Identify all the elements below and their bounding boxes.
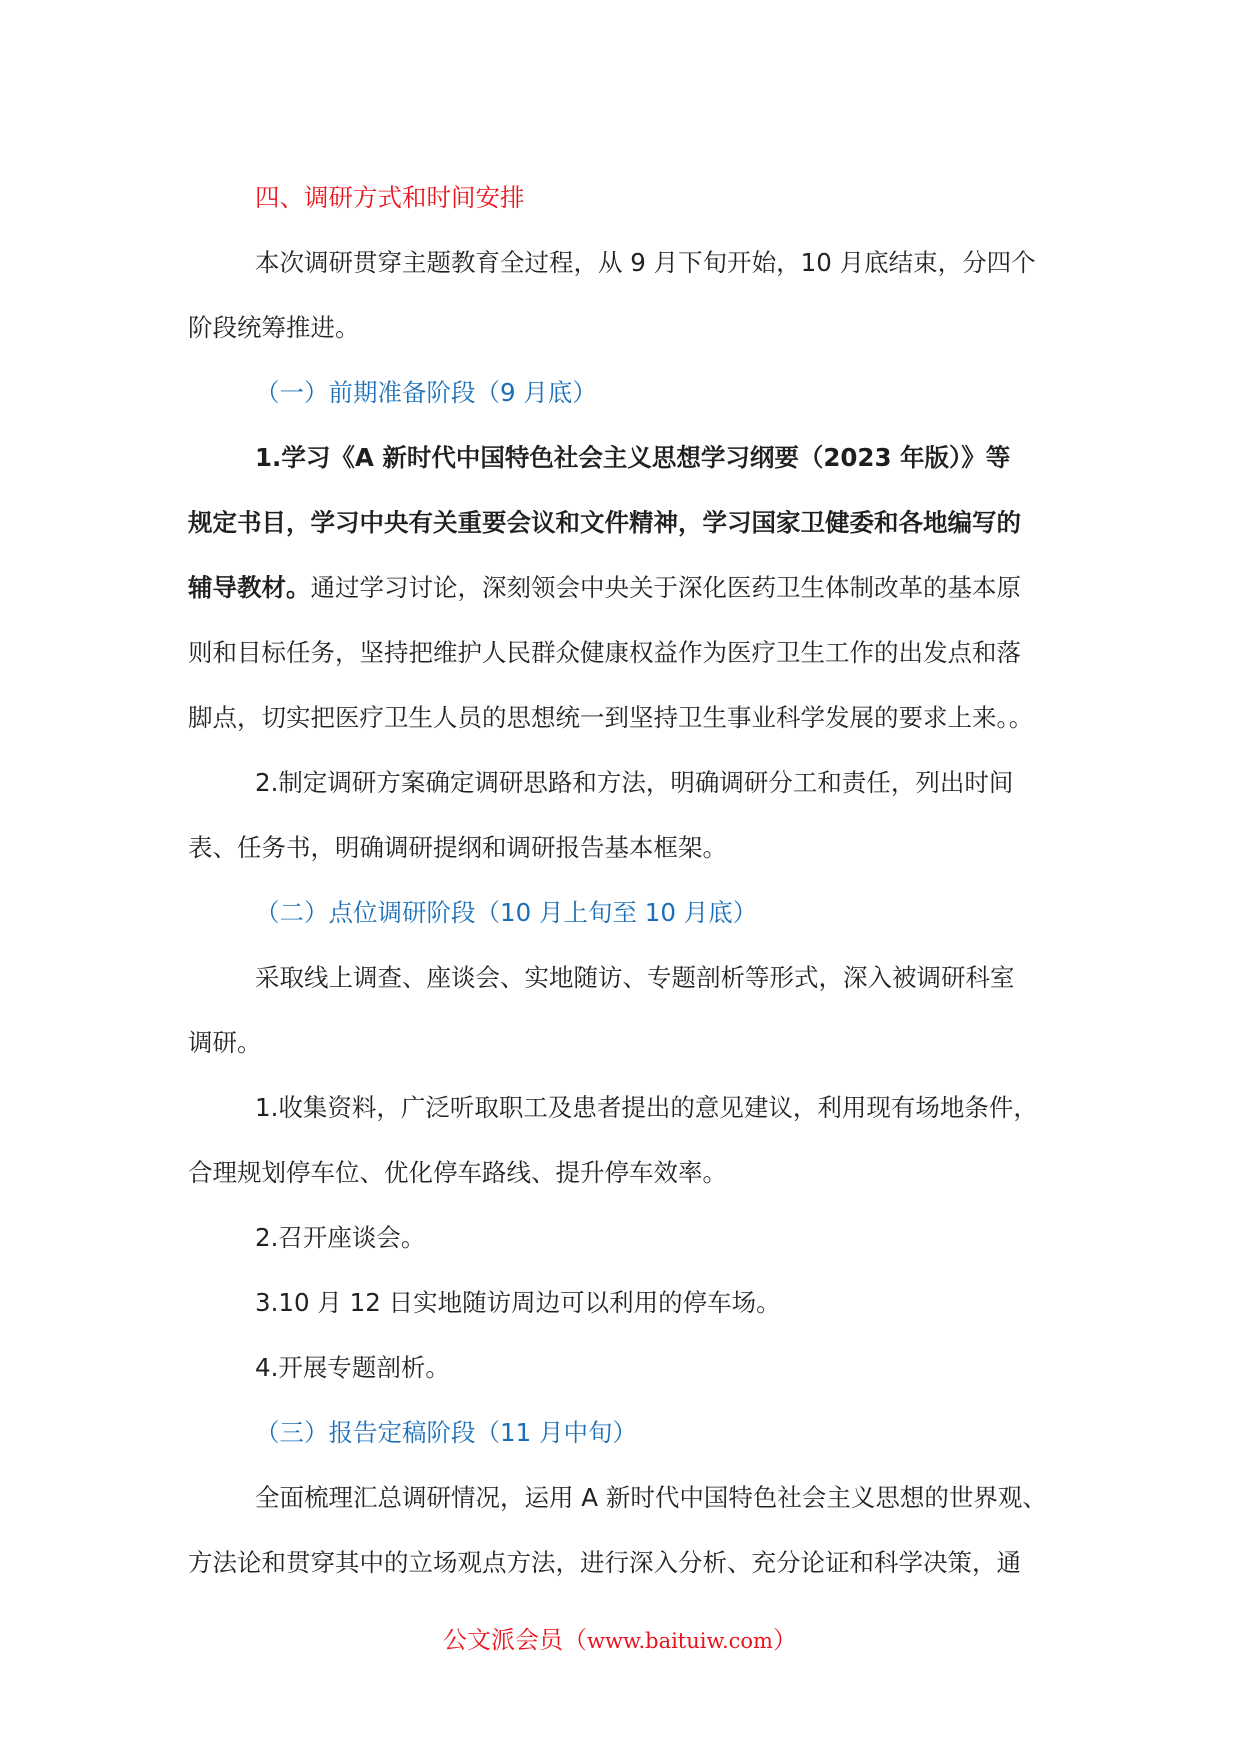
footer-label-close: ） bbox=[772, 1626, 797, 1654]
stage1-title: （一）前期准备阶段（9 月底） bbox=[255, 378, 597, 407]
stage1-item1-bold-line-3: 辅导教材。 bbox=[188, 573, 311, 602]
footer-watermark bbox=[0, 1620, 1240, 1661]
section-title: 四、调研方式和时间安排 bbox=[255, 183, 525, 212]
stage2-item2: 2.召开座谈会。 bbox=[255, 1223, 426, 1252]
stage2-item4: 4.开展专题剖析。 bbox=[255, 1353, 450, 1382]
intro-line-2: 阶段统筹推进。 bbox=[188, 313, 360, 342]
intro-line-1: 本次调研贯穿主题教育全过程，从 9 月下旬开始，10 月底结束，分四个 bbox=[255, 248, 1036, 277]
stage1-item1-line-3 bbox=[188, 555, 1050, 620]
stage1-item1-line-5: 脚点，切实把医疗卫生人员的思想统一到坚持卫生事业科学发展的要求上来。。 bbox=[188, 703, 1034, 732]
stage2-title: （二）点位调研阶段（10 月上旬至 10 月底） bbox=[255, 898, 758, 927]
document-body bbox=[188, 165, 1050, 1595]
stage1-item1-line-3-rest: 通过学习讨论，深刻领会中央关于深化医药卫生体制改革的基本原 bbox=[310, 573, 1021, 602]
stage2-item1-line-1: 1.收集资料，广泛听取职工及患者提出的意见建议，利用现有场地条件， bbox=[255, 1093, 1038, 1122]
stage2-item1-line-2: 合理规划停车位、优化停车路线、提升停车效率。 bbox=[188, 1158, 727, 1187]
stage1-item1-bold-line-1: 1.学习《A 新时代中国特色社会主义思想学习纲要（2023 年版）》等 bbox=[255, 443, 1011, 472]
stage3-line-2: 方法论和贯穿其中的立场观点方法，进行深入分析、充分论证和科学决策，通 bbox=[188, 1548, 1021, 1577]
stage1-item2-line-1: 2.制定调研方案确定调研思路和方法，明确调研分工和责任，列出时间 bbox=[255, 768, 1014, 797]
stage2-intro-line-1: 采取线上调查、座谈会、实地随访、专题剖析等形式，深入被调研科室 bbox=[255, 963, 1015, 992]
stage3-line-1: 全面梳理汇总调研情况，运用 A 新时代中国特色社会主义思想的世界观、 bbox=[255, 1483, 1047, 1512]
stage2-intro-line-2: 调研。 bbox=[188, 1028, 262, 1057]
footer-label-open: 公文派会员（ bbox=[443, 1626, 588, 1654]
footer-url-link[interactable]: www.baituiw.com bbox=[587, 1629, 773, 1653]
stage3-title: （三）报告定稿阶段（11 月中旬） bbox=[255, 1418, 637, 1447]
stage1-item2-line-2: 表、任务书，明确调研提纲和调研报告基本框架。 bbox=[188, 833, 727, 862]
stage1-item1-bold-line-2: 规定书目，学习中央有关重要会议和文件精神，学习国家卫健委和各地编写的 bbox=[188, 508, 1021, 537]
stage2-item3: 3.10 月 12 日实地随访周边可以利用的停车场。 bbox=[255, 1288, 781, 1317]
stage1-item1-line-4: 则和目标任务，坚持把维护人民群众健康权益作为医疗卫生工作的出发点和落 bbox=[188, 638, 1021, 667]
